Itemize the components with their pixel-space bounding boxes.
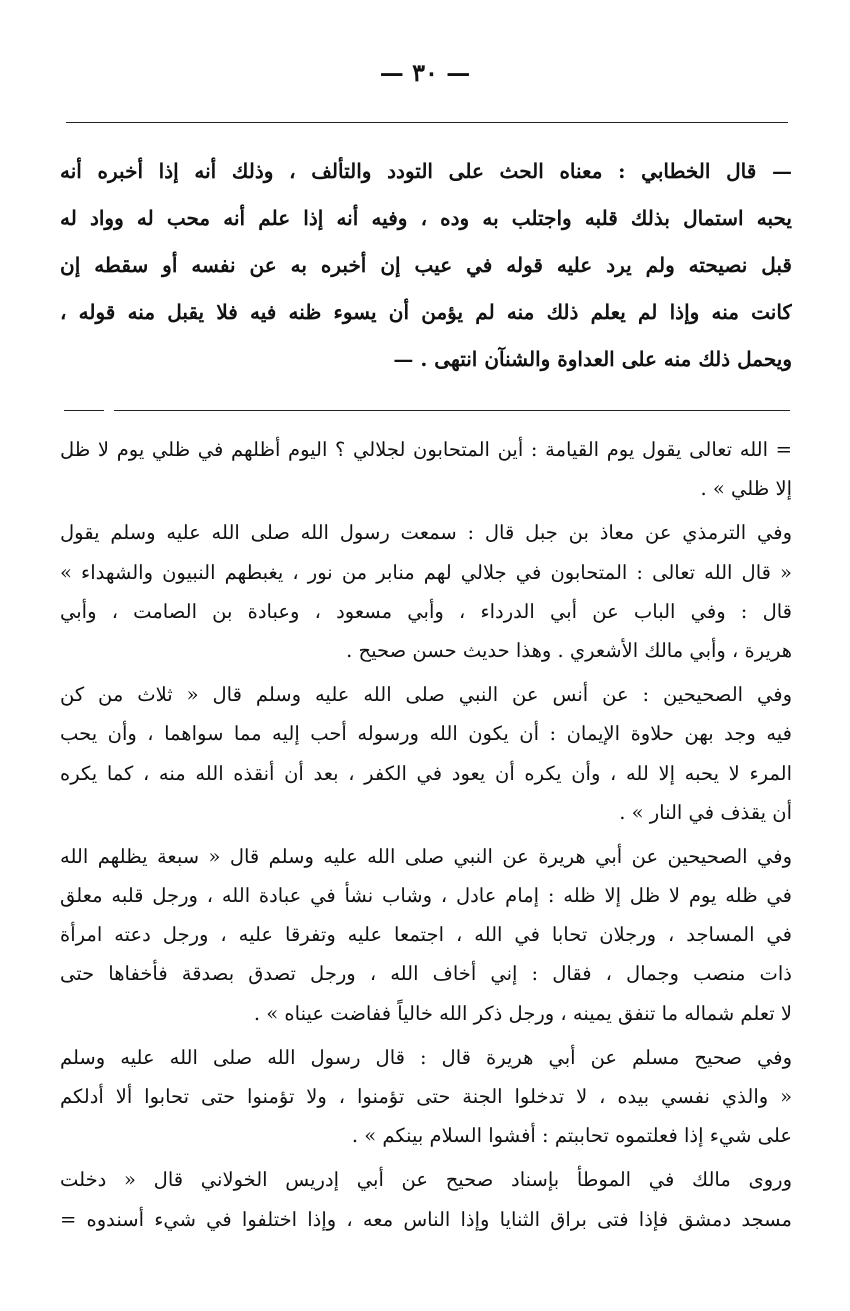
- text-line: وفي صحيح مسلم عن أبي هريرة قال : قال رسول الله صلى الله عليه وسلم: [60, 1045, 792, 1069]
- footnote-separator-long: [114, 410, 790, 411]
- text-line: مسجد دمشق فإذا فتى براق الثنايا وإذا الناس معه ، وإذا اختلفوا في شيء أسندوه =: [60, 1207, 792, 1231]
- text-line: « قال الله تعالى : المتحابون في جلالي لهم منابر من نور ، يغبطهم النبيون والشهداء »: [60, 560, 792, 584]
- paragraph-hadith-qudsi: [60, 430, 792, 508]
- text-line: وروى مالك في الموطأ بإسناد صحيح عن أبي إدريس الخولاني قال « دخلت: [60, 1168, 792, 1192]
- text-line: المرء لا يحبه إلا لله ، وأن يكره أن يعود في الكفر ، بعد أن أنقذه الله منه ، كما يكره: [60, 761, 792, 785]
- text-line: وفي الصحيحين : عن أنس عن النبي صلى الله عليه وسلم قال « ثلاث من كن: [60, 683, 792, 707]
- commentary-line: قبل نصيحته ولم يرد عليه قوله في عيب إن أخبره به عن نفسه أو سقطه إن: [60, 253, 792, 277]
- commentary-line: ويحمل ذلك منه على العداوة والشنآن انتهى . —: [393, 347, 792, 371]
- commentary-paragraph: [60, 148, 792, 383]
- text-line: على شيء إذا فعلتموه تحاببتم : أفشوا السلام بينكم » .: [351, 1124, 792, 1148]
- text-line: ذات منصب وجمال ، فقال : إني أخاف الله ، ورجل تصدق بصدقة فأخفاها حتى: [60, 962, 792, 986]
- text-line: وفي الصحيحين عن أبي هريرة عن النبي صلى الله عليه وسلم قال « سبعة يظلهم الله: [60, 844, 792, 868]
- text-line: أن يقذف في النار » .: [619, 800, 792, 824]
- text-line: فيه وجد بهن حلاوة الإيمان : أن يكون الله ورسوله أحب إليه مما سواهما ، وأن يحب: [60, 722, 792, 746]
- text-line: وفي الترمذي عن معاذ بن جبل قال : سمعت رسول الله صلى الله عليه وسلم يقول: [60, 521, 792, 545]
- text-line: قال : وفي الباب عن أبي الدرداء ، وأبي مسعود ، وعبادة بن الصامت ، وأبي: [60, 599, 792, 623]
- commentary-line: يحبه استمال بذلك قلبه واجتلب به وده ، وفيه أنه إذا علم أنه محب له وواد له: [60, 206, 792, 230]
- text-line: « والذي نفسي بيده ، لا تدخلوا الجنة حتى تؤمنوا ، ولا تؤمنوا حتى تحابوا ألا أدلكم: [60, 1085, 792, 1108]
- text-line: لا تعلم شماله ما تنفق يمينه ، ورجل ذكر الله خالياً ففاضت عيناه » .: [253, 1001, 792, 1025]
- main-text: [60, 430, 792, 1239]
- paragraph-muslim: [60, 1038, 792, 1156]
- paragraph-muwatta: [60, 1160, 792, 1238]
- text-line: في المساجد ، ورجلان تحابا في الله ، اجتمعا عليه وتفرقا عليه ، ورجل دعته امرأة: [60, 923, 792, 947]
- footnote-separator-short: [64, 410, 104, 411]
- commentary-line: كانت منه وإذا لم يعلم ذلك منه لم يؤمن أن يسوء ظنه فيه فلا يقبل منه قوله ،: [60, 300, 792, 324]
- paragraph-sahihayn-anas: [60, 675, 792, 832]
- page-number: — ٣٠ —: [379, 58, 471, 87]
- paragraph-sahihayn-abu-hurayra: [60, 837, 792, 1033]
- paragraph-tirmidhi: [60, 513, 792, 670]
- text-line: = الله تعالى يقول يوم القيامة : أين المتحابون لجلالي ؟ اليوم أظلهم في ظلي يوم لا ظل: [60, 438, 792, 461]
- commentary-line: — قال الخطابي : معناه الحث على التودد والتألف ، وذلك أنه إذا أخبره أنه: [60, 159, 792, 183]
- text-line: إلا ظلي » .: [700, 477, 792, 501]
- header-rule: [66, 122, 788, 123]
- text-line: هريرة ، وأبي مالك الأشعري . وهذا حديث حسن صحيح .: [346, 638, 792, 662]
- text-line: في ظله يوم لا ظل إلا ظله : إمام عادل ، وشاب نشأ في عبادة الله ، ورجل قلبه معلق: [60, 884, 792, 908]
